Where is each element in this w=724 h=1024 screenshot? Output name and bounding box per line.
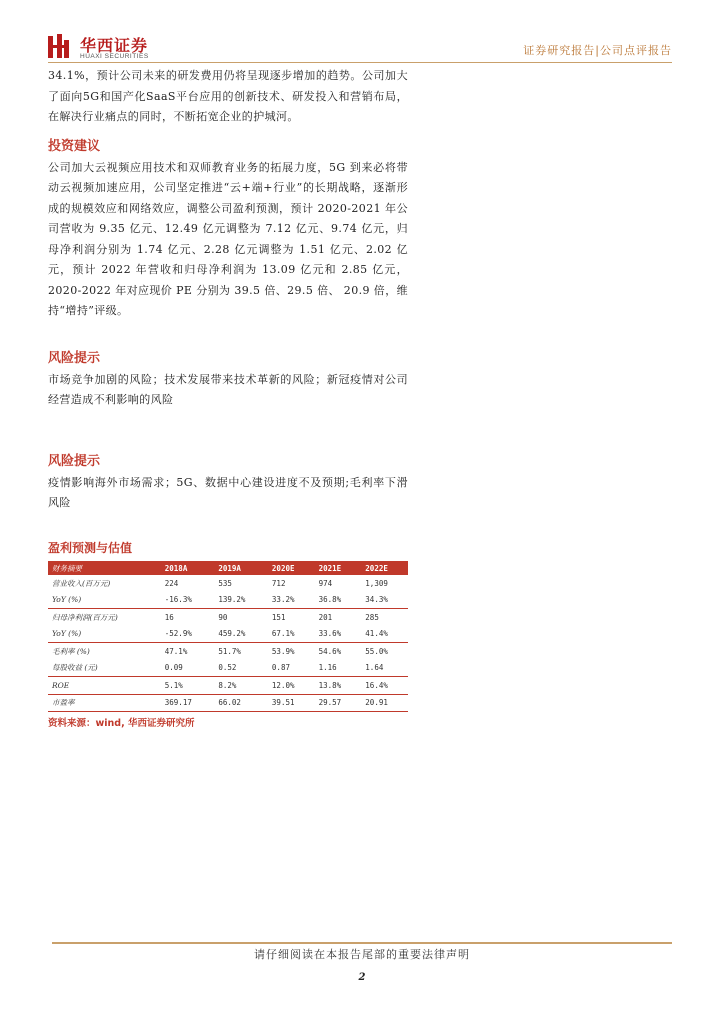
table-cell: 8.2% xyxy=(214,677,268,695)
table-cell: 16 xyxy=(164,612,174,622)
table-cell: YoY (%) xyxy=(48,626,161,643)
table-cell: 0.87 xyxy=(268,660,315,677)
table-row xyxy=(48,592,408,609)
table-cell: 33.2% xyxy=(268,592,315,609)
table-cell: 0.09 xyxy=(161,660,215,677)
table-cell: 201 xyxy=(318,612,333,622)
table-header-row xyxy=(48,561,408,575)
investment-advice-title: 投资建议 xyxy=(48,138,101,154)
table-cell: 1,309 xyxy=(365,578,388,588)
report-type-label: 证券研究报告|公司点评报告 xyxy=(523,44,672,57)
intro-paragraph: 34.1%，预计公司未来的研发费用仍将呈现逐步增加的趋势。公司加大了面向5G和国产化SaaS平台应用的创新技术、研发投入和营销布局，在解决行业痛点的同时，不断拓宽企业的护城河。 xyxy=(48,69,408,123)
table-header-cell: 2020E xyxy=(268,561,315,575)
table-cell: ROE xyxy=(48,677,161,695)
table-cell: 12.0% xyxy=(268,677,315,695)
table-cell: 毛利率 (%) xyxy=(52,646,90,656)
table-cell: -16.3% xyxy=(161,592,215,609)
table-row xyxy=(48,660,408,677)
risk-warning-text-1: 市场竞争加剧的风险；技术发展带来技术革新的风险；新冠疫情对公司经营造成不利影响的风险 xyxy=(48,372,408,406)
forecast-table-title: 盈利预测与估值 xyxy=(48,541,133,555)
page-number: 2 xyxy=(358,972,366,983)
table-header-cell: 2022E xyxy=(361,561,408,575)
table-cell: 0.52 xyxy=(214,660,268,677)
table-row xyxy=(48,609,408,626)
forecast-table xyxy=(48,561,408,712)
page-header xyxy=(0,0,724,70)
table-cell: 139.2% xyxy=(214,592,268,609)
table-cell: 营业收入(百万元) xyxy=(52,578,111,588)
table-cell: 224 xyxy=(164,578,179,588)
table-header-cell: 2018A xyxy=(161,561,215,575)
table-row xyxy=(48,643,408,660)
data-source-note: 资料来源：wind, 华西证券研究所 xyxy=(48,718,195,729)
risk-warning-title-1: 风险提示 xyxy=(48,350,101,366)
table-cell: 369.17 xyxy=(161,694,215,712)
table-cell: 归母净利润(百万元) xyxy=(52,612,118,622)
table-cell: 33.6% xyxy=(315,626,362,643)
table-header-cell: 财务摘要 xyxy=(48,561,161,575)
table-cell: 535 xyxy=(218,578,232,588)
table-row xyxy=(48,694,408,712)
table-cell: 1.64 xyxy=(361,660,408,677)
table-cell: 67.1% xyxy=(268,626,315,643)
table-cell: 285 xyxy=(365,612,379,622)
table-cell: -52.9% xyxy=(161,626,215,643)
logo-english-name: HUAXI SECURITIES xyxy=(80,53,149,60)
footer-divider xyxy=(52,942,672,944)
table-cell: 54.6% xyxy=(318,646,342,656)
table-cell: 5.1% xyxy=(161,677,215,695)
risk-warning-title-2: 风险提示 xyxy=(48,453,101,469)
table-cell: 13.8% xyxy=(315,677,362,695)
logo-chinese-name: 华西证券 xyxy=(80,36,149,55)
table-row xyxy=(48,575,408,592)
table-cell: 1.16 xyxy=(315,660,362,677)
table-cell: 36.8% xyxy=(315,592,362,609)
table-cell: 66.02 xyxy=(214,694,268,712)
header-divider xyxy=(48,62,672,63)
table-cell: 90 xyxy=(218,612,228,622)
table-cell: 29.57 xyxy=(315,694,362,712)
table-cell: 16.4% xyxy=(361,677,408,695)
table-cell: 市盈率 xyxy=(48,694,161,712)
table-cell: 每股收益 (元) xyxy=(48,660,161,677)
table-cell: 51.7% xyxy=(218,646,241,656)
investment-advice-text: 公司加大云视频应用技术和双师教育业务的拓展力度，5G 到来必将带动云视频加速应用，公司坚定推进“云+端+行业”的长期战略，逐渐形成的规模效应和网络效应，调整公司盈利预测，预计 2020-2021 年公司营收为 9.35 亿元、12.49 亿元调整为 7.12 亿元、9.74 亿元，归母净利润分别为 1.74 亿元、2.28 亿元调整为 1.51 亿元、2.02 亿元，预计 2022 年营收和归母净利润为 13.09 亿元和 2.85 亿元，2020-2022 年对应现价 PE 分别为 39.5 倍、29.5 倍、 20.9 倍，维持“增持”评级。 xyxy=(48,160,408,317)
table-row xyxy=(48,626,408,643)
table-cell: 34.3% xyxy=(361,592,408,609)
table-cell: 55.0% xyxy=(365,646,388,656)
forecast-table-section xyxy=(48,539,408,729)
risk-warning-text-2: 疫情影响海外市场需求；5G、数据中心建设进度不及预期;毛利率下滑风险 xyxy=(48,475,408,509)
table-cell: 39.51 xyxy=(268,694,315,712)
main-content xyxy=(48,66,408,514)
table-cell: 712 xyxy=(271,578,286,588)
table-cell: 47.1% xyxy=(164,646,188,656)
huaxi-logo-icon xyxy=(48,34,70,58)
table-row xyxy=(48,677,408,695)
table-cell: 974 xyxy=(318,578,333,588)
legal-disclaimer-note: 请仔细阅读在本报告尾部的重要法律声明 xyxy=(254,948,470,961)
table-cell: YoY (%) xyxy=(48,592,161,609)
table-cell: 20.91 xyxy=(361,694,408,712)
table-cell: 53.9% xyxy=(271,646,295,656)
table-header-cell: 2019A xyxy=(214,561,268,575)
table-header-cell: 2021E xyxy=(315,561,362,575)
table-cell: 151 xyxy=(271,612,286,622)
table-cell: 459.2% xyxy=(214,626,268,643)
table-cell: 41.4% xyxy=(361,626,408,643)
